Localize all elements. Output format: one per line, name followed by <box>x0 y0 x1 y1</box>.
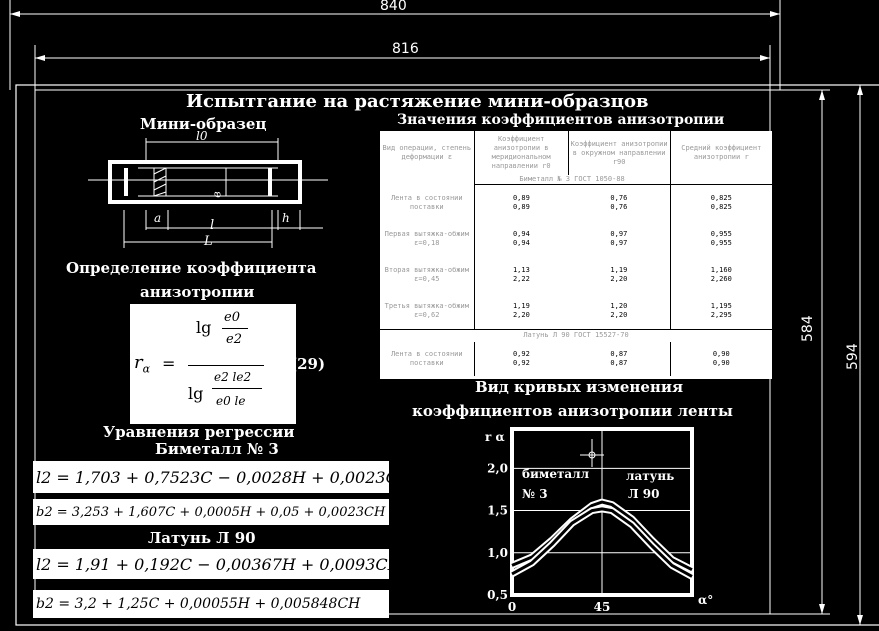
formula-small-bar-1 <box>222 328 248 329</box>
regression-heading: Уравнения регрессии <box>103 423 295 441</box>
cell-value: 0,90 <box>712 358 730 367</box>
chart-heading-line1: Вид кривых изменения <box>475 378 684 396</box>
regression-eq-4: b2 = 3,2 + 1,25C + 0,00055H + 0,005848CH <box>33 590 389 618</box>
regression-eq-2: b2 = 3,253 + 1,607C + 0,0005H + 0,05 + 0,0023CH <box>33 499 389 525</box>
table-row <box>380 185 772 221</box>
cell-value: 0,87 <box>610 349 628 358</box>
cell-value: 1,20 <box>610 301 628 310</box>
coef-table <box>380 131 772 376</box>
formula-lg-top: lg <box>196 318 212 337</box>
cell-value: 1,19 <box>512 301 530 310</box>
cell-value: 0,94 <box>512 229 530 238</box>
group1-title: Биметалл № 3 ГОСТ 1050-88 <box>474 175 670 185</box>
legend-brass-line1: латунь <box>626 469 675 483</box>
specimen-label-h: h <box>282 211 290 225</box>
cell-value: 2,295 <box>710 310 732 319</box>
cell-value: 0,87 <box>610 358 628 367</box>
cell-value: 0,825 <box>710 202 732 211</box>
dim-outer-height: 594 <box>845 343 861 370</box>
chart-heading-line2: коэффициентов анизотропии ленты <box>412 402 733 420</box>
formula-num-bottom: e2 <box>226 332 242 347</box>
anisotropy-chart <box>480 425 720 620</box>
cell-value: 0,97 <box>610 229 628 238</box>
cell-value: 0,90 <box>712 349 730 358</box>
y-tick-label: 0,5 <box>487 588 508 602</box>
cell-value: 0,955 <box>710 238 732 247</box>
specimen-label-l: l <box>210 218 215 233</box>
col-header-r90: Коэффициент анизотропии в окружном направлении r90 <box>568 131 670 175</box>
formula-lg-bottom: lg <box>188 384 204 403</box>
formula-number: (29) <box>290 355 326 373</box>
cell-value: 0,97 <box>610 238 628 247</box>
legend-bimetal-line1: биметалл <box>522 467 590 481</box>
chart-xlabel: α° <box>698 593 714 607</box>
formula-den-top: e2 le2 <box>214 370 252 384</box>
cell-value: 2,20 <box>610 274 628 283</box>
formula-num-top: e0 <box>224 310 240 325</box>
coef-heading-line1: Определение коэффициента <box>66 259 317 277</box>
table-row <box>380 293 772 330</box>
cell-value: 1,13 <box>512 265 530 274</box>
dim-inner-height: 584 <box>800 315 816 342</box>
cell-value: 0,94 <box>512 238 530 247</box>
page-title: Испытгание на растяжение мини-образцов <box>186 91 649 112</box>
regression-eq-3: l2 = 1,91 + 0,192C − 0,00367H + 0,0093CH <box>33 549 389 579</box>
coef-heading-line2: анизотропии <box>140 283 255 301</box>
col-header-r0: Коэффициент анизотропии в меридиональном направлении r0 <box>474 131 568 175</box>
chart-ylabel: r α <box>485 430 505 444</box>
cell-value: 0,825 <box>710 193 732 202</box>
cell-value: 2,20 <box>610 310 628 319</box>
row-label: Вторая вытяжка-обжим ε=0,45 <box>384 265 469 283</box>
cell-value: 0,76 <box>610 202 628 211</box>
row-label: Лента в состоянии поставки <box>390 193 463 211</box>
table-row <box>380 257 772 293</box>
brass-heading: Латунь Л 90 <box>148 529 256 547</box>
regression-eq-1: l2 = 1,703 + 0,7523C − 0,0028H + 0,0023CH <box>33 461 389 493</box>
cell-value: 1,160 <box>710 265 732 274</box>
bimetal-heading: Биметалл № 3 <box>155 440 279 458</box>
cell-value: 1,195 <box>710 301 732 310</box>
x-tick-label: 0 <box>507 600 517 614</box>
row-label: Лента в состоянии поставки <box>390 349 463 367</box>
legend-bimetal-line2: № 3 <box>522 487 548 501</box>
formula-den-bottom: e0 le <box>216 394 246 408</box>
cell-value: 2,20 <box>512 310 530 319</box>
row-label: Третья вытяжка-обжим ε=0,62 <box>380 293 474 330</box>
coef-table-panel <box>380 131 772 379</box>
legend-brass-line2: Л 90 <box>628 487 660 501</box>
specimen-label-L: L <box>204 234 213 249</box>
x-tick-label: 45 <box>593 600 611 614</box>
specimen-label-a: a <box>154 211 162 225</box>
formula-eq: = <box>162 354 176 373</box>
cell-value: 1,19 <box>610 265 628 274</box>
y-tick-label: 2,0 <box>487 461 508 476</box>
cell-value: 0,92 <box>512 349 530 358</box>
specimen-label-l0: l0 <box>196 129 208 143</box>
cell-value: 0,76 <box>610 193 628 202</box>
col-header-operation: Вид операции, степень деформации ε <box>382 144 472 161</box>
dim-inner-width: 816 <box>392 41 419 57</box>
table-heading: Значения коэффициентов анизотропии <box>397 112 725 128</box>
formula-lhs-sub: α <box>142 362 151 376</box>
y-tick-label: 1,5 <box>487 503 508 518</box>
group2-title: Латунь Л 90 ГОСТ 15527-70 <box>523 331 629 339</box>
cell-value: 2,260 <box>710 274 732 283</box>
dim-outer-width: 840 <box>380 0 407 14</box>
specimen-label-b: в <box>210 191 224 198</box>
formula-lhs: r <box>134 352 143 373</box>
formula-main-bar <box>188 365 264 366</box>
formula-panel <box>130 304 296 424</box>
cell-value: 2,22 <box>512 274 530 283</box>
row-label: Первая вытяжка-обжим ε=0,18 <box>384 229 469 247</box>
table-row <box>380 221 772 257</box>
cell-value: 0,89 <box>512 193 530 202</box>
col-header-ravg: Средний коэффициент анизотропии r <box>670 131 772 175</box>
formula-small-bar-2 <box>212 388 262 389</box>
cell-value: 0,92 <box>512 358 530 367</box>
y-tick-label: 1,0 <box>487 545 508 560</box>
cell-value: 0,89 <box>512 202 530 211</box>
cell-value: 0,955 <box>710 229 732 238</box>
chart-ticks <box>487 461 610 614</box>
specimen-heading: Мини-образец <box>140 115 267 133</box>
table-row <box>380 342 772 376</box>
